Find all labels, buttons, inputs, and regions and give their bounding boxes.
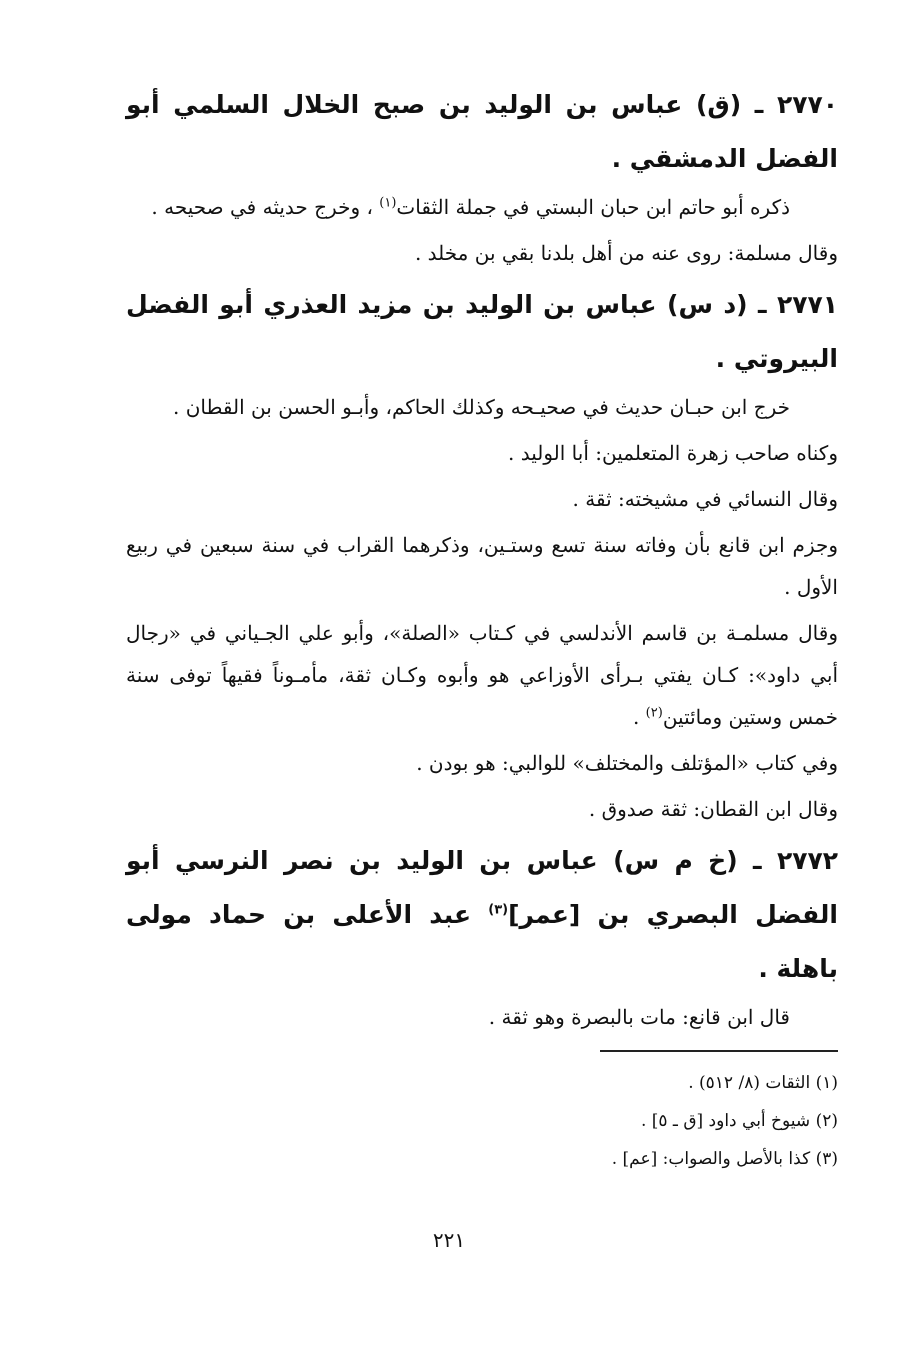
entry-heading bbox=[126, 834, 838, 996]
footnote-item: (٣) كذا بالأصل والصواب: [عم] . bbox=[611, 1149, 838, 1169]
entry-paragraph bbox=[126, 788, 838, 830]
footnote-divider bbox=[600, 1050, 838, 1052]
paragraph-text: ، وخرج حديثه في صحيحه . bbox=[151, 195, 380, 219]
entry-2772 bbox=[126, 834, 838, 1038]
footnote-ref[interactable]: (١) bbox=[379, 195, 397, 211]
paragraph-text: وقال مسلمة: روى عنه من أهل بلدنا بقي بن مخلد . bbox=[414, 241, 838, 265]
paragraph-text: . bbox=[632, 705, 646, 729]
footnote-item: (٢) شيوخ أبي داود [ق ـ ٥] . bbox=[640, 1111, 838, 1131]
paragraph-text: وقال مسلمـة بن قاسم الأندلسي في كـتاب «الصلة»، وأبو علي الجـياني في «رجال أبي داود»: كـان يفتي بـرأى الأوزاعي هو وأبوه وكـان ثقة، مأمـوناً فقيهاً توفى سنة خمس وستين ومائتين bbox=[126, 621, 838, 729]
entry-paragraph bbox=[126, 612, 838, 738]
footnote-item: (١) الثقات (٨/ ٥١٢) . bbox=[688, 1073, 838, 1093]
footnote-ref[interactable]: (٢) bbox=[645, 705, 663, 721]
paragraph-text: وجزم ابن قانع بأن وفاته سنة تسع وستـين، وذكرهما القراب في سنة سبعين في ربيع الأول . bbox=[126, 533, 838, 599]
paragraph-text: ذكره أبو حاتم ابن حبان البستي في جملة الثقات bbox=[396, 195, 790, 219]
entry-2770 bbox=[126, 78, 838, 274]
entry-paragraph bbox=[126, 742, 838, 784]
entry-heading: ٢٧٧١ ـ (د س) عباس بن الوليد بن مزيد العذري أبو الفضل البيروتي . bbox=[126, 290, 838, 373]
paragraph-text: وكناه صاحب زهرة المتعلمين: أبا الوليد . bbox=[508, 441, 838, 465]
entry-paragraph bbox=[126, 386, 838, 428]
entry-paragraph bbox=[126, 432, 838, 474]
paragraph-text: قال ابن قانع: مات بالبصرة وهو ثقة . bbox=[488, 1005, 790, 1029]
heading-text: ٢٧٧٢ ـ (خ م س) عباس بن الوليد بن نصر النرسي أبو الفضل البصري بن [عمر] bbox=[126, 846, 838, 929]
entry-heading: ٢٧٧٠ ـ (ق) عباس بن الوليد بن صبح الخلال السلمي أبو الفضل الدمشقي . bbox=[126, 90, 838, 173]
entry-paragraph bbox=[126, 524, 838, 608]
page-body bbox=[126, 78, 838, 1042]
page-number: ٢٢١ bbox=[432, 1228, 466, 1252]
paragraph-text: وفي كتاب «المؤتلف والمختلف» للوالبي: هو بودن . bbox=[416, 751, 838, 775]
footnote-ref[interactable]: (٣) bbox=[488, 902, 509, 918]
entry-2771 bbox=[126, 278, 838, 830]
footnotes bbox=[126, 1064, 838, 1178]
heading-text: عبد الأعلى بن حماد مولى باهلة . bbox=[126, 900, 838, 983]
paragraph-text: وقال النسائي في مشيخته: ثقة . bbox=[572, 487, 838, 511]
entry-paragraph bbox=[126, 996, 838, 1038]
paragraph-text: وقال ابن القطان: ثقة صدوق . bbox=[588, 797, 838, 821]
entry-paragraph bbox=[126, 478, 838, 520]
entry-paragraph bbox=[126, 186, 838, 228]
entry-paragraph bbox=[126, 232, 838, 274]
paragraph-text: خرج ابن حبـان حديث في صحيـحه وكذلك الحاكم، وأبـو الحسن بن القطان . bbox=[173, 395, 790, 419]
